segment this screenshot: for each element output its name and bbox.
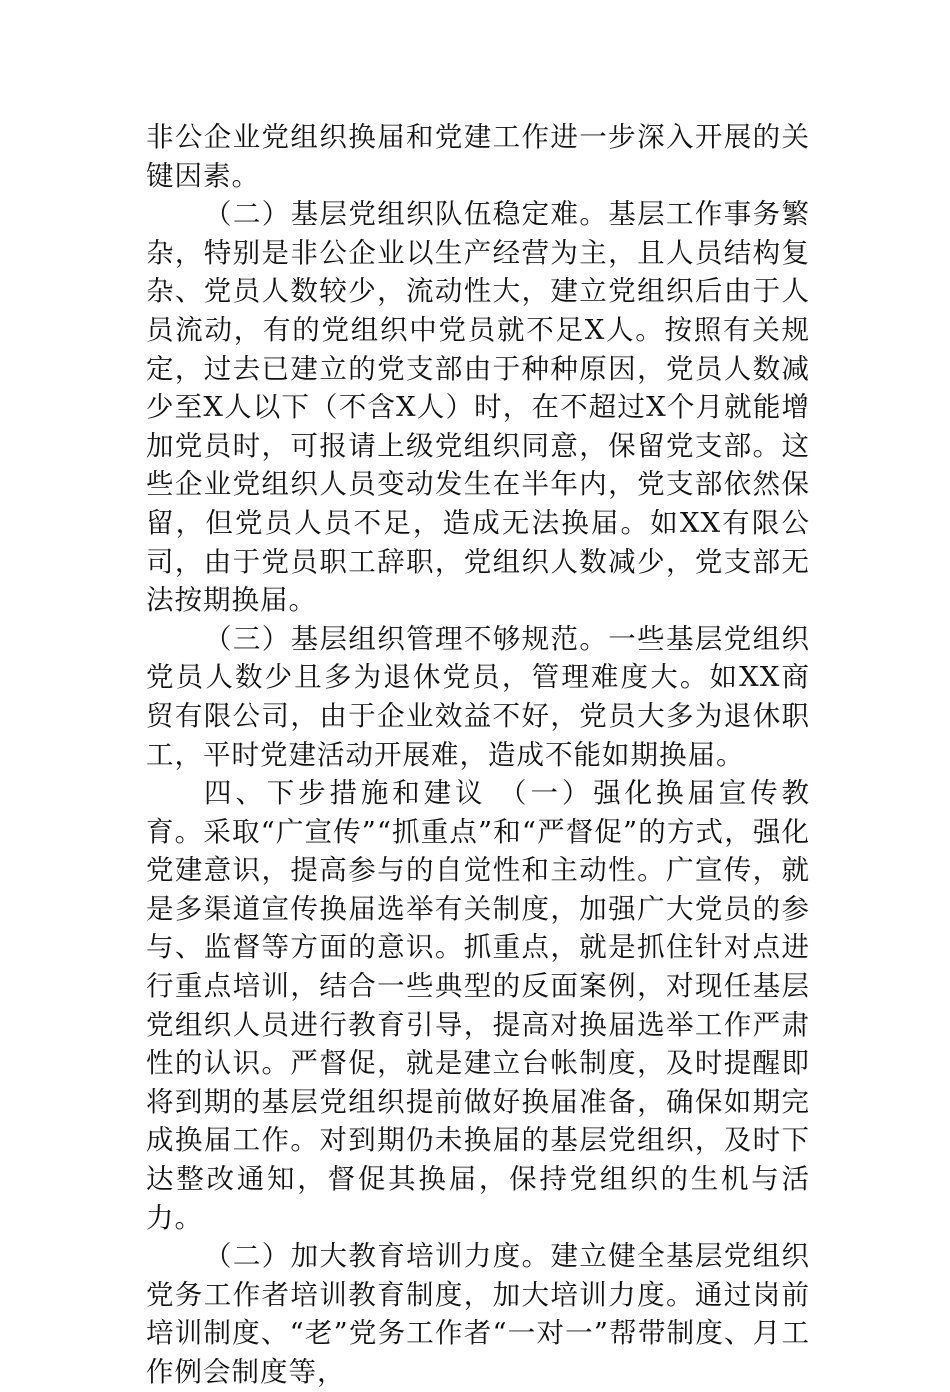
paragraph-management-standards: （三）基层组织管理不够规范。一些基层党组织党员人数少且多为退休党员，管理难度大。如XX商贸有限公司，由于企业效益不好，党员大多为退休职工，平时党建活动开展难，造成不能如期换届。 — [146, 622, 810, 771]
paragraph-measures-publicity: 四、下步措施和建议 （一）强化换届宣传教育。采取“广宣传”“抓重点”和“严督促”的方式，强化党建意识，提高参与的自觉性和主动性。广宣传，就是多渠道宣传换届选举有关制度，加强广大党员的参与、监督等方面的意识。抓重点，就是抓住针对点进行重点培训，结合一些典型的反面案例，对现任基层党组织人员进行教育引导，提高对换届选举工作严肃性的认识。严督促，就是建立台帐制度，及时提醒即将到期的基层党组织提前做好换届准备，确保如期完成换届工作。对到期仍未换届的基层党组织，及时下达整改通知，督促其换届，保持党组织的生机与活力。 — [146, 777, 810, 1234]
paragraph-training: （二）加大教育培训力度。建立健全基层党组织党务工作者培训教育制度，加大培训力度。通过岗前培训制度、“老”党务工作者“一对一”帮带制度、月工作例会制度等， — [146, 1240, 810, 1388]
paragraph-continuation: 非公企业党组织换届和党建工作进一步深入开展的关键因素。 — [146, 121, 810, 192]
document-body — [146, 118, 810, 1392]
paragraph-team-stability: （二）基层党组织队伍稳定难。基层工作事务繁杂，特别是非公企业以生产经营为主，且人员结构复杂、党员人数较少，流动性大，建立党组织后由于人员流动，有的党组织中党员就不足X人。按照有关规定，过去已建立的党支部由于种种原因，党员人数减少至X人以下（不含X人）时，在不超过X个月就能增加党员时，可报请上级党组织同意，保留党支部。这些企业党组织人员变动发生在半年内，党支部依然保留，但党员人员不足，造成无法换届。如XX有限公司，由于党员职工辞职，党组织人数减少，党支部无法按期换届。 — [146, 198, 810, 617]
